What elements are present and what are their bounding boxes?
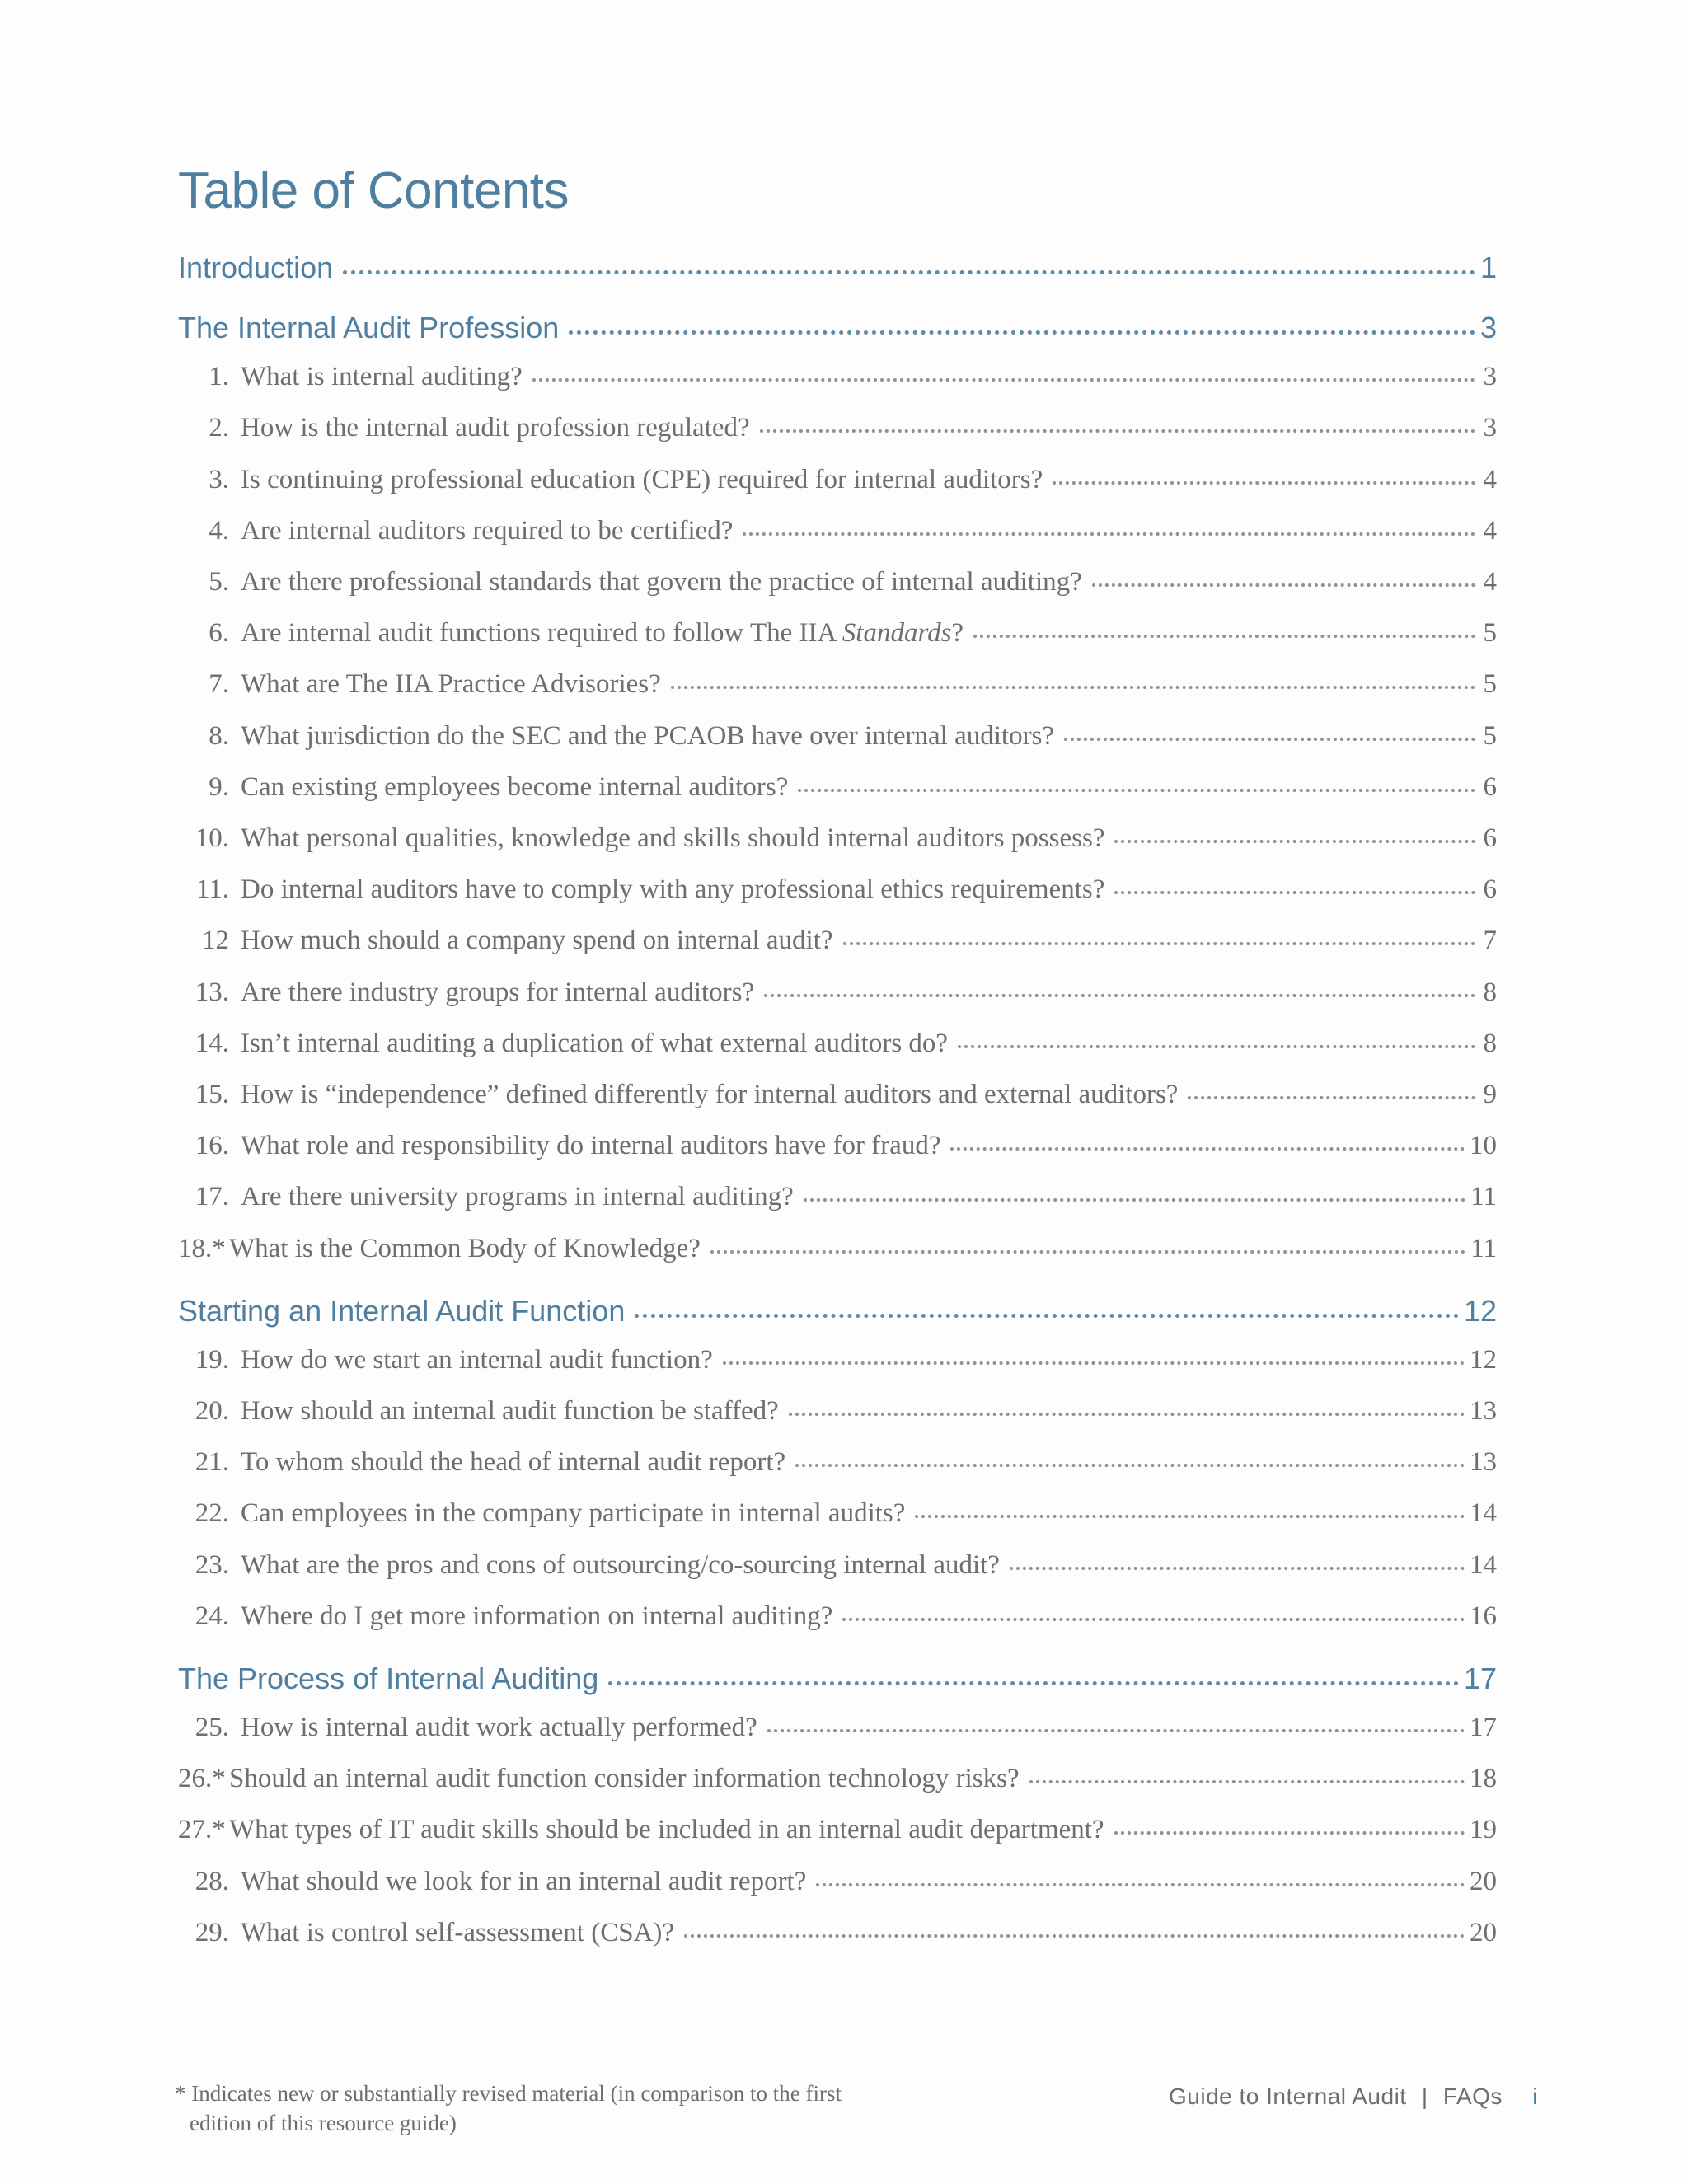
toc-entry-text-suffix: ?: [951, 618, 964, 649]
toc-section-title: [178, 251, 333, 285]
toc-entry-text: How is internal audit work actually performed?: [241, 1713, 757, 1742]
toc-entry[interactable]: [178, 1447, 1497, 1483]
toc-entry-title: [229, 1815, 1104, 1845]
dot-leader: [764, 994, 1475, 997]
toc-page-number: 3: [1479, 311, 1497, 344]
toc-page-number: 12: [1463, 1293, 1497, 1328]
toc-page-number: 17: [1470, 1713, 1497, 1742]
dot-leader: [816, 1883, 1465, 1886]
toc-page-number: 20: [1470, 1866, 1497, 1896]
toc-entry-title: [241, 465, 1043, 495]
dot-leader: [760, 429, 1475, 433]
toc-entry-text: Can employees in the company participate in internal audits?: [241, 1498, 906, 1529]
toc-entry-text: Should an internal audit function consider information technology risks?: [229, 1764, 1020, 1794]
toc-page-number: 3: [1483, 362, 1497, 392]
toc-entry-title: [241, 1396, 779, 1427]
toc-entry-number: 7.: [209, 669, 229, 700]
toc-entry-text: How do we start an internal audit function?: [241, 1344, 713, 1375]
toc-entry-number: 26.*: [178, 1764, 226, 1794]
toc-section-heading[interactable]: [178, 1661, 1497, 1698]
toc-entry-title: [241, 1182, 794, 1212]
toc-entry-number: 25.: [195, 1713, 229, 1742]
toc-entry-text: Do internal auditors have to comply with any professional ethics requirements?: [241, 874, 1105, 905]
toc-page-number: 20: [1470, 1917, 1497, 1947]
toc-entry[interactable]: [178, 567, 1497, 603]
toc-page-number: 7: [1483, 926, 1497, 956]
toc-entry[interactable]: [178, 874, 1497, 911]
toc-page-number: 14: [1470, 1498, 1497, 1529]
toc-page-number: 13: [1470, 1396, 1497, 1426]
toc-entry-number: 21.: [195, 1447, 229, 1478]
toc-entry-text: What is control self-assessment (CSA)?: [241, 1917, 675, 1947]
toc-page-number: 6: [1483, 771, 1497, 802]
footnote-line-1: * Indicates new or substantially revised material (in comparison to the first: [175, 2081, 842, 2106]
dot-leader: [710, 1250, 1465, 1254]
dot-leader: [608, 1681, 1459, 1685]
toc-entry-text: How should an internal audit function be staffed?: [241, 1396, 779, 1426]
toc-entry-number: 22.: [195, 1498, 229, 1529]
dot-leader: [1029, 1780, 1465, 1783]
toc-entry[interactable]: [178, 1234, 1497, 1270]
toc-entry[interactable]: [178, 1550, 1497, 1586]
toc-entry-italic-text: Standards: [842, 618, 952, 649]
toc-entry-number: 19.: [195, 1344, 229, 1375]
toc-entry-text: What are the pros and cons of outsourcing/co-sourcing internal audit?: [241, 1549, 1000, 1580]
toc-page-number: 13: [1470, 1447, 1497, 1478]
toc-entry-text: Are there university programs in internal auditing?: [241, 1182, 794, 1212]
toc-entry-title: [241, 1918, 674, 1948]
toc-entry-title: [241, 772, 788, 803]
toc-entry[interactable]: [178, 1345, 1497, 1381]
toc-entry-text: What is the Common Body of Knowledge?: [229, 1233, 701, 1263]
dot-leader: [743, 532, 1475, 536]
footer-doc-title: Guide to Internal Audit: [1169, 2083, 1407, 2109]
dot-leader: [569, 330, 1475, 335]
toc-entry-number: 20.: [195, 1396, 229, 1426]
toc-page-number: 4: [1483, 515, 1497, 546]
toc-entry[interactable]: [178, 413, 1497, 449]
dot-leader: [1010, 1567, 1465, 1570]
toc-entry-text: What is internal auditing?: [241, 362, 523, 392]
page-footer: [1169, 2083, 1538, 2110]
footer-page-number: i: [1532, 2083, 1538, 2109]
toc-page-number: 11: [1470, 1182, 1497, 1212]
toc-entry-title: [241, 516, 733, 546]
toc-entry-number: 27.*: [178, 1815, 226, 1845]
toc-entry-title: [241, 926, 833, 956]
dot-leader: [635, 1314, 1459, 1318]
toc-entry-title: [241, 977, 754, 1008]
dot-leader: [798, 789, 1475, 792]
toc-entry-number: 5.: [209, 567, 229, 597]
toc-entry-number: 2.: [209, 413, 229, 443]
toc-entry-title: [241, 1447, 785, 1478]
toc-entry-number: 13.: [195, 977, 229, 1007]
dot-leader: [343, 270, 1475, 274]
dot-leader: [795, 1464, 1465, 1467]
toc-page-number: 19: [1470, 1815, 1497, 1845]
dot-leader: [950, 1147, 1465, 1151]
dot-leader: [804, 1198, 1465, 1202]
dot-leader: [723, 1361, 1465, 1365]
toc-page-number: 9: [1483, 1080, 1497, 1109]
toc-entry[interactable]: [178, 1918, 1497, 1954]
dot-leader: [1188, 1096, 1475, 1099]
toc-entry-text: What jurisdiction do the SEC and the PCAOB have over internal auditors?: [241, 720, 1055, 751]
page-title: Table of Contents: [178, 162, 570, 219]
toc-entry-number: 8.: [209, 720, 229, 751]
footnote-line-2: edition of this resource guide): [190, 2111, 457, 2135]
toc-entry-text: Isn’t internal auditing a duplication of what external auditors do?: [241, 1028, 949, 1058]
toc-page-number: 5: [1483, 618, 1497, 649]
toc-entry[interactable]: [178, 1601, 1497, 1638]
toc-entry[interactable]: [178, 926, 1497, 962]
dot-leader: [684, 1934, 1465, 1938]
toc-entry[interactable]: [178, 669, 1497, 705]
toc-page-number: 8: [1483, 1028, 1497, 1058]
toc-entry-title: [241, 1867, 806, 1897]
toc-entry[interactable]: [178, 977, 1497, 1014]
toc-entry-text: Are internal auditors required to be certified?: [241, 515, 734, 546]
toc-entry-text: How is the internal audit profession regulated?: [241, 413, 750, 443]
toc-entry-title: [241, 669, 661, 700]
toc-entry-text: Introduction: [178, 251, 334, 284]
toc-entry-number: 16.: [195, 1131, 229, 1161]
toc-page-number: 6: [1483, 874, 1497, 905]
toc-entry-text: The Process of Internal Auditing: [178, 1661, 599, 1695]
toc-entry[interactable]: [178, 772, 1497, 808]
toc-page-number: 5: [1483, 669, 1497, 700]
toc-entry[interactable]: [178, 1867, 1497, 1903]
toc-entry-text: Are internal audit functions required to follow The IIA: [241, 618, 842, 649]
toc-entry-text: Is continuing professional education (CPE) required for internal auditors?: [241, 464, 1043, 494]
toc-section-heading[interactable]: [178, 251, 1497, 287]
toc-entry-number: 29.: [195, 1917, 229, 1947]
toc-entry-text: How is “independence” defined differently for internal auditors and external auditors?: [241, 1080, 1179, 1109]
toc-entry-number: 6.: [209, 618, 229, 649]
dot-leader: [671, 686, 1475, 689]
toc-page-number: 18: [1470, 1764, 1497, 1794]
toc-entry-title: [241, 362, 523, 392]
toc-entry[interactable]: [178, 516, 1497, 552]
toc-entry-number: 4.: [209, 515, 229, 546]
toc-entry-text: What types of IT audit skills should be included in an internal audit department?: [229, 1815, 1104, 1845]
dot-leader: [1114, 1831, 1465, 1835]
dot-leader: [532, 378, 1475, 382]
toc-entry-title: [241, 1080, 1178, 1110]
toc-entry[interactable]: [178, 1498, 1497, 1535]
toc-entry-text: To whom should the head of internal audit report?: [241, 1447, 786, 1478]
toc-entry-number: 10.: [195, 823, 229, 853]
toc-entry-title: [241, 823, 1104, 854]
toc-entry-title: [241, 1345, 713, 1376]
toc-entry-text: How much should a company spend on internal audit?: [241, 926, 833, 956]
toc-entry[interactable]: [178, 1131, 1497, 1167]
footer-section: FAQs: [1442, 2083, 1503, 2109]
toc-page-number: 4: [1483, 567, 1497, 597]
toc-entry-number: 28.: [195, 1866, 229, 1896]
toc-entry[interactable]: [178, 1815, 1497, 1851]
toc-page-number: 12: [1470, 1344, 1497, 1375]
toc-page-number: 1: [1479, 251, 1497, 284]
toc-entry-text: What role and responsibility do internal auditors have for fraud?: [241, 1131, 941, 1161]
toc-entry-number: 23.: [195, 1549, 229, 1580]
dot-leader: [842, 1618, 1465, 1621]
dot-leader: [958, 1045, 1475, 1048]
toc-entry-text: The Internal Audit Profession: [178, 311, 560, 344]
toc-page-number: 14: [1470, 1549, 1497, 1580]
dot-leader: [1114, 891, 1475, 894]
dot-leader: [767, 1729, 1465, 1732]
toc-entry[interactable]: [178, 823, 1497, 860]
toc-section-title: [178, 1661, 598, 1696]
toc-entry-title: [241, 721, 1054, 752]
toc-section-title: [178, 1294, 625, 1329]
toc-entry-title: [241, 618, 964, 649]
toc-entry[interactable]: [178, 1764, 1497, 1800]
toc-entry-text: What are The IIA Practice Advisories?: [241, 669, 661, 700]
footnote: [175, 2079, 917, 2138]
toc-page-number: 6: [1483, 823, 1497, 853]
dot-leader: [789, 1413, 1465, 1416]
toc-entry-title: [241, 1713, 757, 1743]
toc-entry-text: What personal qualities, knowledge and skills should internal auditors possess?: [241, 823, 1105, 853]
toc-entry-title: [241, 1131, 940, 1161]
toc-page-number: 17: [1463, 1661, 1497, 1695]
toc-page-number: 8: [1483, 977, 1497, 1007]
toc-entry-text: Are there professional standards that govern the practice of internal auditing?: [241, 567, 1082, 597]
toc-entry-title: [241, 1550, 1000, 1581]
toc-entry[interactable]: [178, 362, 1497, 398]
toc-entry-text: Are there industry groups for internal auditors?: [241, 977, 755, 1007]
toc-section-heading[interactable]: [178, 1294, 1497, 1330]
dot-leader: [1092, 583, 1475, 587]
toc-entry[interactable]: [178, 721, 1497, 757]
toc-entry-title: [241, 1601, 832, 1632]
dot-leader: [843, 942, 1475, 945]
toc-page-number: 16: [1470, 1601, 1497, 1631]
toc-entry-text: Where do I get more information on internal auditing?: [241, 1601, 833, 1631]
toc-entry-number: 1.: [209, 362, 229, 392]
toc-entry-title: [241, 1029, 948, 1059]
toc-entry-number: 24.: [195, 1601, 229, 1631]
toc-section-heading[interactable]: [178, 311, 1497, 347]
toc-entry-number: 18.*: [178, 1233, 226, 1263]
toc-page-number: 5: [1483, 720, 1497, 751]
dot-leader: [915, 1515, 1465, 1518]
toc-entry-title: [241, 413, 750, 443]
toc-entry[interactable]: [178, 1713, 1497, 1749]
toc-entry-title: [241, 1498, 905, 1529]
toc-entry[interactable]: [178, 1029, 1497, 1065]
toc-entry-title: [229, 1234, 701, 1264]
toc-entry[interactable]: [178, 465, 1497, 501]
toc-page-number: 11: [1470, 1233, 1497, 1263]
toc-entry-number: 3.: [209, 464, 229, 494]
toc-page-number: 4: [1483, 464, 1497, 494]
toc-entry-number: 15.: [195, 1080, 229, 1109]
toc-entry-number: 12: [202, 926, 229, 956]
toc-entry-title: [241, 567, 1082, 598]
dot-leader: [1053, 481, 1475, 485]
toc-entry-text: Starting an Internal Audit Function: [178, 1293, 626, 1328]
dot-leader: [1114, 840, 1475, 843]
toc-entry-number: 11.: [195, 874, 229, 905]
dot-leader: [1064, 738, 1475, 741]
dot-leader: [973, 635, 1475, 638]
toc-entry-text: Can existing employees become internal auditors?: [241, 771, 789, 802]
toc-entry[interactable]: [178, 618, 1497, 654]
toc-entry[interactable]: [178, 1396, 1497, 1432]
toc-entry-title: [241, 874, 1104, 905]
toc-entry-number: 17.: [195, 1182, 229, 1212]
toc-section-title: [178, 311, 559, 345]
toc-page-number: 10: [1470, 1131, 1497, 1161]
toc-page-number: 3: [1483, 413, 1497, 443]
toc-entry-text: What should we look for in an internal audit report?: [241, 1866, 807, 1896]
toc-entry-number: 9.: [209, 771, 229, 802]
toc-entry[interactable]: [178, 1182, 1497, 1218]
footer-separator: |: [1421, 2083, 1428, 2109]
toc-entry-title: [229, 1764, 1020, 1794]
toc-entry-number: 14.: [195, 1028, 229, 1058]
toc-entry[interactable]: [178, 1080, 1497, 1116]
